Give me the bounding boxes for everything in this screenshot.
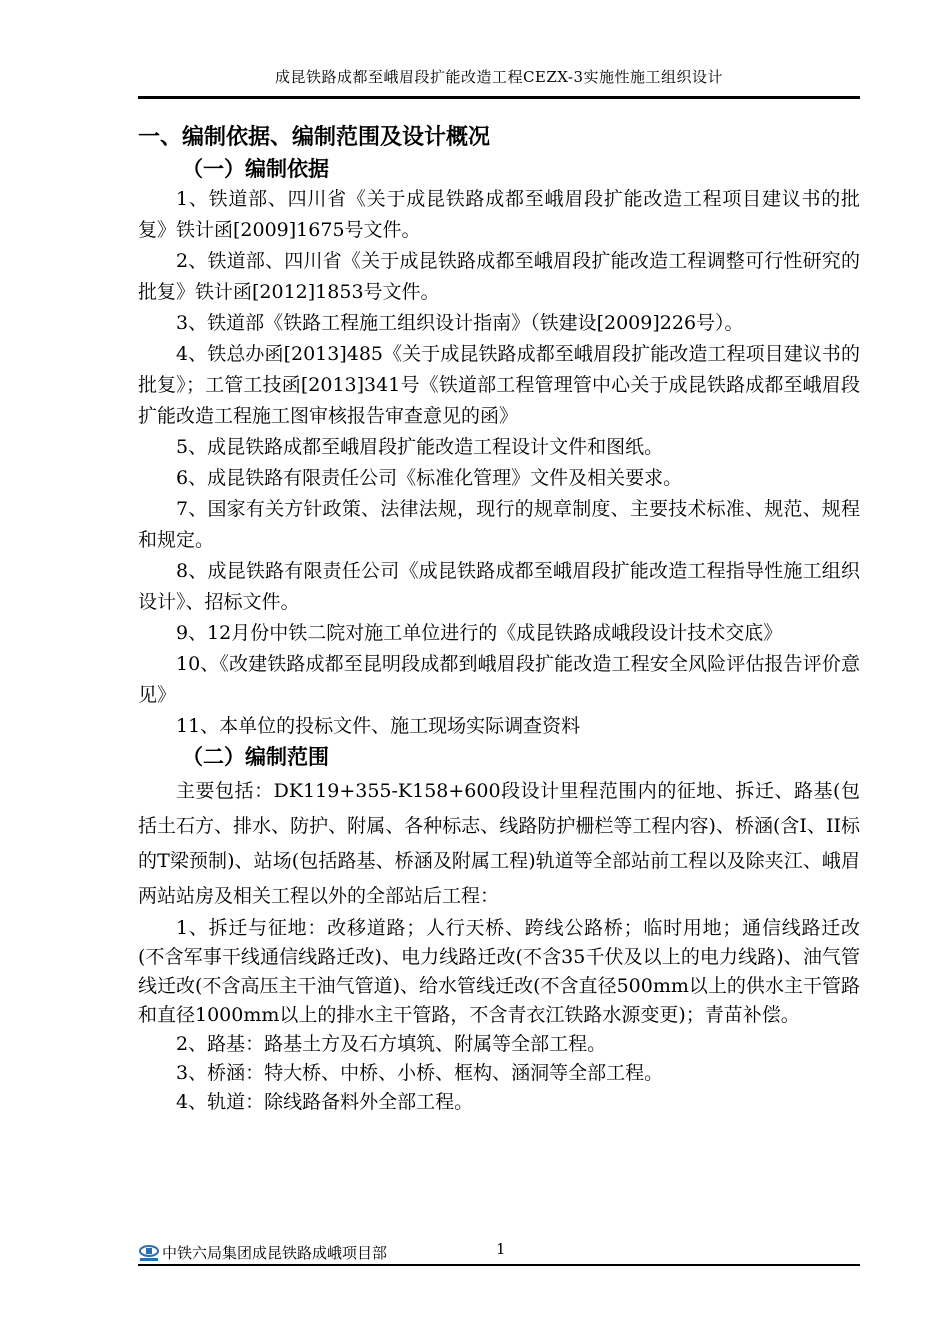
basis-item: 1、铁道部、四川省《关于成昆铁路成都至峨眉段扩能改造工程项目建议书的批复》铁计函[2009]1675号文件。: [138, 188, 860, 241]
basis-item: 2、铁道部、四川省《关于成昆铁路成都至峨眉段扩能改造工程调整可行性研究的批复》铁计函[2012]1853号文件。: [138, 250, 860, 303]
subsection-title-basis: （一）编制依据: [182, 157, 329, 181]
scope-intro: 主要包括：DK119+355-K158+600段设计里程范围内的征地、拆迁、路基(包括土石方、排水、防护、附属、各种标志、线路防护栅栏等工程内容)、桥涵(含I、II标的T梁预制)、站场(包括路基、桥涵及附属工程)轨道等全部站前工程以及除夹江、峨眉两站站房及相关工程以外的全部站后工程：: [138, 780, 860, 907]
basis-item: 10、《改建铁路成都至昆明段成都到峨眉段扩能改造工程安全风险评估报告评价意见》: [138, 653, 860, 706]
scope-item: 4、轨道：除线路备料外全部工程。: [176, 1091, 474, 1113]
basis-item: 9、12月份中铁二院对施工单位进行的《成昆铁路成峨段设计技术交底》: [176, 622, 783, 644]
basis-item: 11、本单位的投标文件、施工现场实际调查资料: [176, 715, 581, 737]
company-logo-icon: [138, 1244, 160, 1262]
basis-item: 4、铁总办函[2013]485《关于成昆铁路成都至峨眉段扩能改造工程项目建议书的批复》；工管工技函[2013]341号《铁道部工程管理管中心关于成昆铁路成都至峨眉段扩能改造工程施工图审核报告审查意见的函》: [138, 343, 860, 427]
running-header: 成昆铁路成都至峨眉段扩能改造工程CEZX-3实施性施工组织设计: [274, 68, 724, 86]
footer-organization: 中铁六局集团成昆铁路成峨项目部: [162, 1244, 388, 1262]
page-content: [138, 122, 860, 1117]
basis-item: 6、成昆铁路有限责任公司《标准化管理》文件及相关要求。: [176, 467, 683, 489]
scope-item: 3、桥涵：特大桥、中桥、小桥、框构、涵洞等全部工程。: [176, 1062, 664, 1084]
header-rule: [138, 96, 860, 99]
basis-item: 3、铁道部《铁路工程施工组织设计指南》（铁建设[2009]226号）。: [176, 312, 744, 334]
basis-item: 8、成昆铁路有限责任公司《成昆铁路成都至峨眉段扩能改造工程指导性施工组织设计》、招标文件。: [138, 560, 860, 613]
footer-rule: [138, 1264, 860, 1266]
page-footer: [138, 1238, 860, 1266]
subsection-title-scope: （二）编制范围: [182, 745, 329, 769]
scope-list: [138, 914, 860, 1117]
scope-item: 1、拆迁与征地：改移道路；人行天桥、跨线公路桥；临时用地；通信线路迁改(不含军事干线通信线路迁改)、电力线路迁改(不含35千伏及以上的电力线路)、油气管线迁改(不含高压主干油气管道)、给水管线迁改(不含直径500mm以上的供水主干管路和直径1000mm以上的排水主干管路，不含青衣江铁路水源变更)；青苗补偿。: [138, 917, 860, 1026]
basis-item: 5、成昆铁路成都至峨眉段扩能改造工程设计文件和图纸。: [176, 436, 664, 458]
page-number: 1: [496, 1240, 506, 1258]
basis-list: [138, 184, 860, 742]
scope-item: 2、路基：路基土方及石方填筑、附属等全部工程。: [176, 1033, 607, 1055]
basis-item: 7、国家有关方针政策、法律法规，现行的规章制度、主要技术标准、规范、规程和规定。: [138, 498, 860, 551]
section-title: 一、编制依据、编制范围及设计概况: [138, 125, 491, 150]
